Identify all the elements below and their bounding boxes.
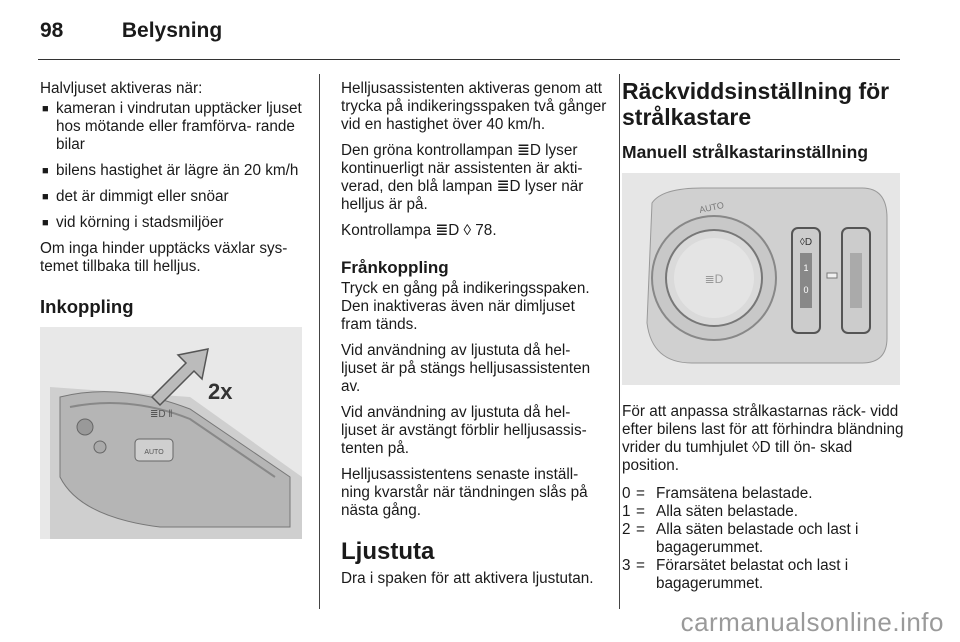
list-item: ■ bilens hastighet är lägre än 20 km/h [40,162,308,180]
section-heading-inkoppling: Inkoppling [40,296,134,317]
light-switch-illustration [622,173,900,385]
page-number: 98 [40,19,64,42]
body-text: Om inga hinder upptäcks växlar sys- temet tillbaka till helljus. [40,240,288,275]
press-count-label: 2x [208,379,233,404]
auto-label: AUTO [698,200,725,215]
body-text: Kontrollampa ≣D ◊ 78. [341,222,497,239]
body-text: Tryck en gång på indikeringsspaken. Den inaktiveras även när dimljuset fram tänds. [341,280,590,333]
page-title: Belysning [121,19,223,42]
list-item: 1 = Alla säten belastade. [622,503,799,520]
svg-text:≣D ‖: ≣D ‖ [150,409,173,420]
body-text: Den gröna kontrollampan ≣D lyser kontinuerligt när assistenten är akti- verad, den blå lampan ≣D lyser när helljus är på. [341,142,584,213]
body-text: Vid användning av ljustuta då hel- ljuset är avstängt förblir helljusassis- tenten på. [341,404,587,457]
body-text: Helljusassistentens senaste inställ- ning kvarstår när tändningen slås på nästa gång. [341,466,588,519]
list-item: 0 = Framsätena belastade. [622,485,813,502]
column-3 [622,80,904,593]
list-item: 3 = Förarsätet belastat och last i bagagerummet. [622,557,849,592]
body-text: För att anpassa strålkastarnas räck- vidd efter bilens last för att förhindra bländning vrider du tumhjulet ◊D till ön- skad position. [622,403,904,474]
list-item: ■ det är dimmigt eller snöar [40,188,308,206]
subheading-manual-adjust: Manuell strålkastarinställning [622,142,869,162]
section-heading-rackvidd: Räckviddsinställning för strålkastare [622,78,890,130]
column-divider-1 [319,74,320,609]
column-1 [40,80,308,539]
list-item: 2 = Alla säten belastade och last i bagagerummet. [622,521,859,556]
section-heading-ljustuta: Ljustuta [341,538,435,565]
load-position-list [622,485,904,593]
body-text: Helljusassistenten aktiveras genom att trycka på indikeringsspaken två gånger vid en hastighet över 40 km/h. [341,80,607,133]
column-divider-2 [619,74,620,609]
list-item: ■ vid körning i stadsmiljöer [40,214,308,232]
condition-list [40,100,308,232]
page-header [40,19,222,43]
svg-text:◊D: ◊D [799,237,813,248]
svg-text:AUTO: AUTO [144,449,164,456]
body-text: Vid användning av ljustuta då hel- ljuset är på stängs helljusassistenten av. [341,342,591,395]
column-2 [341,80,609,596]
section-heading-frankoppling: Frånkoppling [341,258,449,277]
svg-text:≣D: ≣D [704,272,724,286]
svg-text:0: 0 [803,285,809,295]
list-item: ■ kameran i vindrutan upptäcker ljuset hos mötande eller framförva- rande bilar [40,100,308,154]
svg-text:1: 1 [803,263,809,273]
stalk-illustration [40,327,302,539]
body-text: Dra i spaken för att aktivera ljustutan. [341,570,594,587]
watermark: carmanualsonline.info [680,607,944,637]
intro-text: Halvljuset aktiveras när: [40,80,203,97]
header-rule [38,59,900,60]
